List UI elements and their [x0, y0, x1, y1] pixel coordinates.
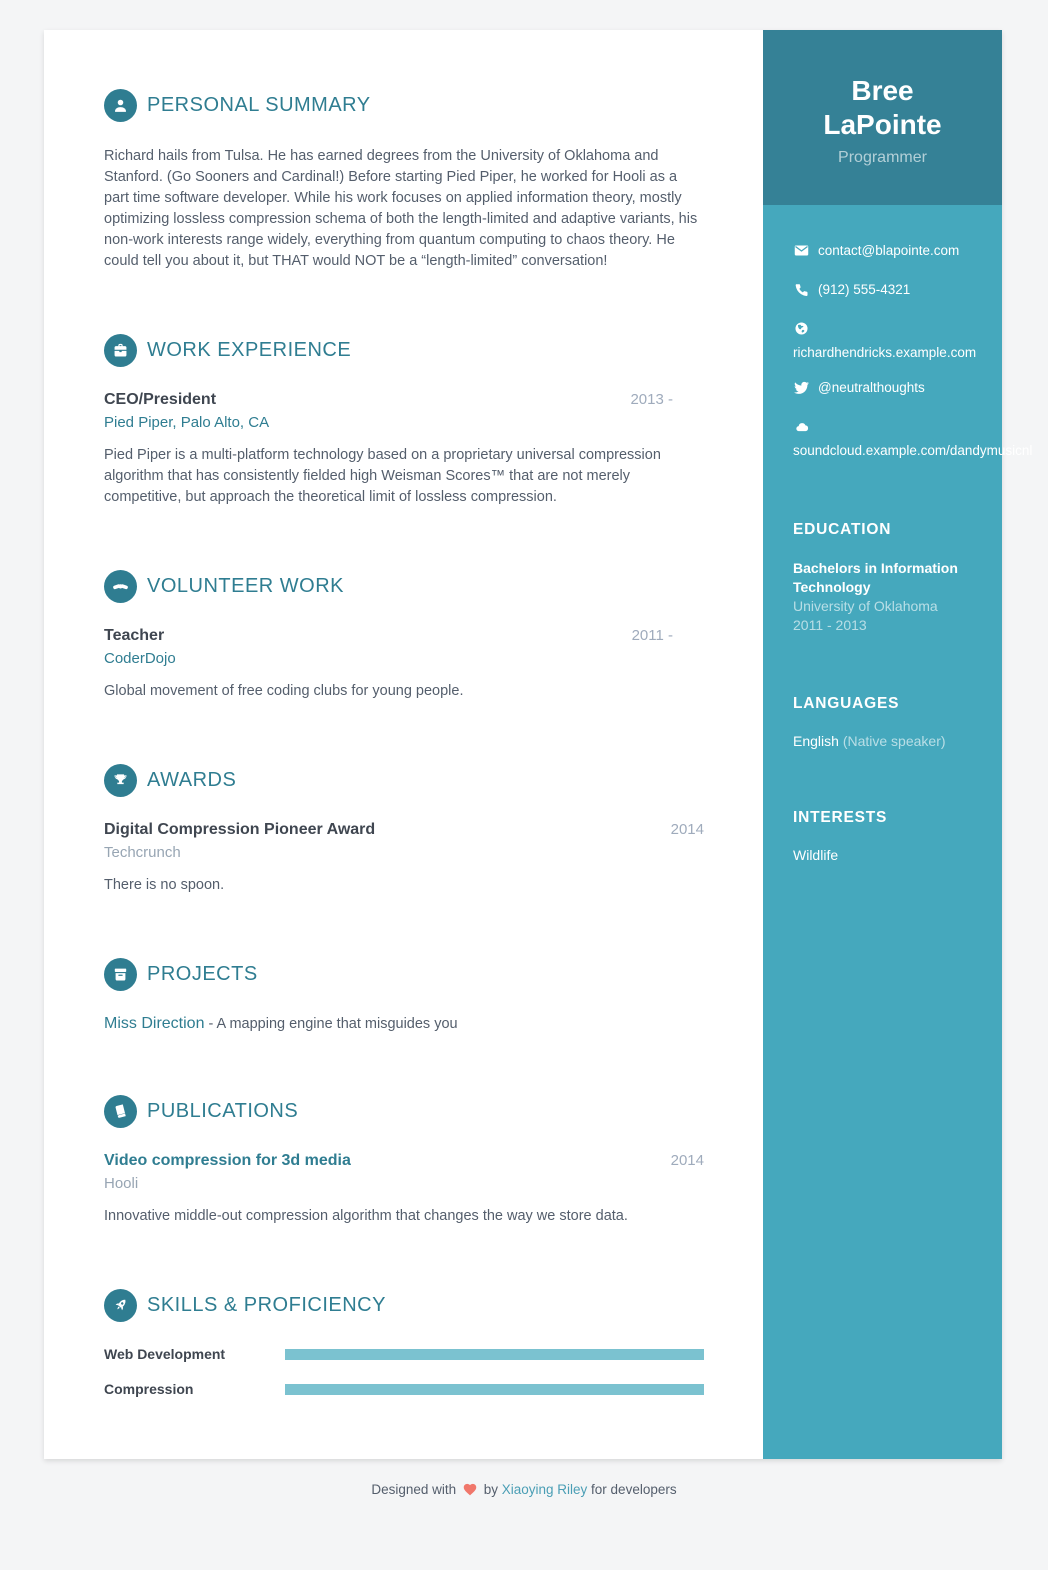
- contact-twitter: [793, 378, 974, 402]
- section-title: PUBLICATIONS: [147, 1100, 299, 1122]
- section-skills: [104, 1289, 704, 1397]
- volunteer-org-link[interactable]: CoderDojo: [104, 650, 176, 667]
- soundcloud-link[interactable]: soundcloud.example.com/dandymusicnl: [793, 443, 1033, 458]
- section-title: AWARDS: [147, 769, 237, 791]
- publications-heading: [104, 1095, 704, 1128]
- award-item: [104, 821, 704, 896]
- skill-track: [285, 1384, 704, 1395]
- sidebar-section-interests: [793, 809, 974, 863]
- phone-icon: [793, 281, 810, 304]
- award-title: Digital Compression Pioneer Award: [104, 821, 376, 838]
- footer-author-link[interactable]: Xiaoying Riley: [501, 1482, 588, 1497]
- interest-item: Wildlife: [793, 847, 839, 863]
- skill-name: Web Development: [104, 1346, 226, 1362]
- personal-summary-heading: [104, 89, 704, 122]
- website-link[interactable]: richardhendricks.example.com: [793, 345, 977, 360]
- awards-heading: [104, 764, 704, 797]
- skill-bar: [285, 1384, 704, 1395]
- project-link[interactable]: Miss Direction: [104, 1015, 205, 1032]
- work-item: [104, 391, 704, 508]
- contact-soundcloud: [793, 417, 1033, 461]
- interests-heading: INTERESTS: [793, 809, 888, 826]
- languages-heading: LANGUAGES: [793, 695, 900, 712]
- job-org-link[interactable]: Pied Piper, Palo Alto, CA: [104, 414, 270, 431]
- sidebar-section-education: [793, 521, 974, 635]
- sidebar-section-languages: [793, 695, 974, 749]
- skill-row: [104, 1346, 704, 1362]
- twitter-icon: [793, 379, 810, 402]
- section-awards: [104, 764, 704, 896]
- projects-heading: [104, 958, 704, 991]
- trophy-icon: [104, 764, 137, 797]
- contact-website: [793, 319, 977, 363]
- person-name: [763, 74, 1002, 142]
- section-title: PERSONAL SUMMARY: [147, 94, 371, 116]
- section-volunteer-work: [104, 570, 704, 702]
- contact-list: [793, 241, 1033, 461]
- person-role: Programmer: [838, 149, 927, 166]
- volunteer-title: Teacher: [104, 627, 165, 644]
- envelope-icon: [793, 242, 810, 265]
- publication-date: 2014: [670, 1152, 704, 1169]
- page-footer: [0, 1482, 1048, 1497]
- section-work-experience: [104, 334, 704, 508]
- skill-track: [285, 1349, 704, 1360]
- award-date: 2014: [670, 821, 704, 838]
- skill-row: [104, 1381, 704, 1397]
- section-title: PROJECTS: [147, 963, 258, 985]
- soundcloud-icon: [793, 418, 810, 441]
- section-title: VOLUNTEER WORK: [147, 575, 345, 597]
- publication-org: Hooli: [104, 1175, 139, 1192]
- person-first-name: Bree: [851, 75, 914, 106]
- sidebar-body: [763, 205, 1033, 863]
- phone-number: (912) 555-4321: [818, 282, 911, 297]
- volunteer-description: Global movement of free coding clubs for young people.: [104, 683, 464, 699]
- language-item: [793, 733, 974, 749]
- contact-email: [793, 241, 974, 265]
- education-degree: Bachelors in Information Technology: [793, 560, 958, 595]
- book-icon: [104, 1095, 137, 1128]
- section-publications: [104, 1095, 704, 1227]
- education-school: University of Oklahoma: [793, 598, 938, 614]
- person-last-name: LaPointe: [823, 109, 942, 140]
- globe-icon: [793, 320, 810, 343]
- footer-text-by: by: [483, 1482, 498, 1497]
- volunteer-date: 2011 -: [631, 627, 673, 644]
- language-name: English: [793, 733, 839, 749]
- section-projects: [104, 958, 704, 1033]
- twitter-handle-link[interactable]: @neutralthoughts: [818, 380, 925, 395]
- sidebar-header: [763, 30, 1002, 205]
- job-date: 2013 -: [630, 391, 673, 408]
- award-org: Techcrunch: [104, 844, 181, 861]
- briefcase-icon: [104, 334, 137, 367]
- volunteer-work-heading: [104, 570, 704, 603]
- section-title: WORK EXPERIENCE: [147, 339, 352, 361]
- sidebar: [763, 30, 1033, 1459]
- archive-box-icon: [104, 958, 137, 991]
- rocket-icon: [104, 1289, 137, 1322]
- user-icon: [104, 89, 137, 122]
- job-description: Pied Piper is a multi-platform technology based on a proprietary universal compression algorithm that has consistently fielded high Weisman Scores™ that are not merely competitive, but approach the theoretical limit of lossless compression.: [104, 447, 661, 505]
- main-column: [44, 30, 763, 1459]
- project-description: - A mapping engine that misguides you: [204, 1016, 458, 1032]
- publication-item: [104, 1152, 704, 1227]
- contact-phone: [793, 280, 974, 304]
- section-title: SKILLS & PROFICIENCY: [147, 1294, 386, 1316]
- skills-heading: [104, 1289, 704, 1322]
- volunteer-item: [104, 627, 704, 702]
- job-title: CEO/President: [104, 391, 217, 408]
- project-item: [104, 1015, 704, 1033]
- handshake-icon: [104, 570, 137, 603]
- education-dates: 2011 - 2013: [793, 617, 867, 633]
- publication-title-link[interactable]: Video compression for 3d media: [104, 1152, 351, 1169]
- footer-text-pre: Designed with: [371, 1482, 457, 1497]
- work-experience-heading: [104, 334, 704, 367]
- skill-bar: [285, 1349, 704, 1360]
- section-personal-summary: [104, 89, 704, 272]
- resume-card: [44, 30, 1033, 1459]
- publication-description: Innovative middle-out compression algorithm that changes the way we store data.: [104, 1208, 628, 1224]
- heart-icon: [460, 1482, 480, 1497]
- skill-name: Compression: [104, 1381, 194, 1397]
- language-note: (Native speaker): [842, 733, 946, 749]
- award-description: There is no spoon.: [104, 877, 225, 893]
- education-heading: EDUCATION: [793, 521, 892, 538]
- email-link[interactable]: contact@blapointe.com: [818, 243, 960, 258]
- summary-text: Richard hails from Tulsa. He has earned degrees from the University of Oklahoma and Stanford. (Go Sooners and Cardinal!) Before starting Pied Piper, he worked for Hooli as a part time software developer. While his work focuses on applied information theory, mostly optimizing lossless compression schema of both the length-limited and adaptive variants, his non-work interests range widely, everything from quantum computing to chaos theory. He could tell you about it, but THAT would NOT be a “length-limited” conversation!: [104, 148, 698, 269]
- footer-text-post: for developers: [591, 1482, 677, 1497]
